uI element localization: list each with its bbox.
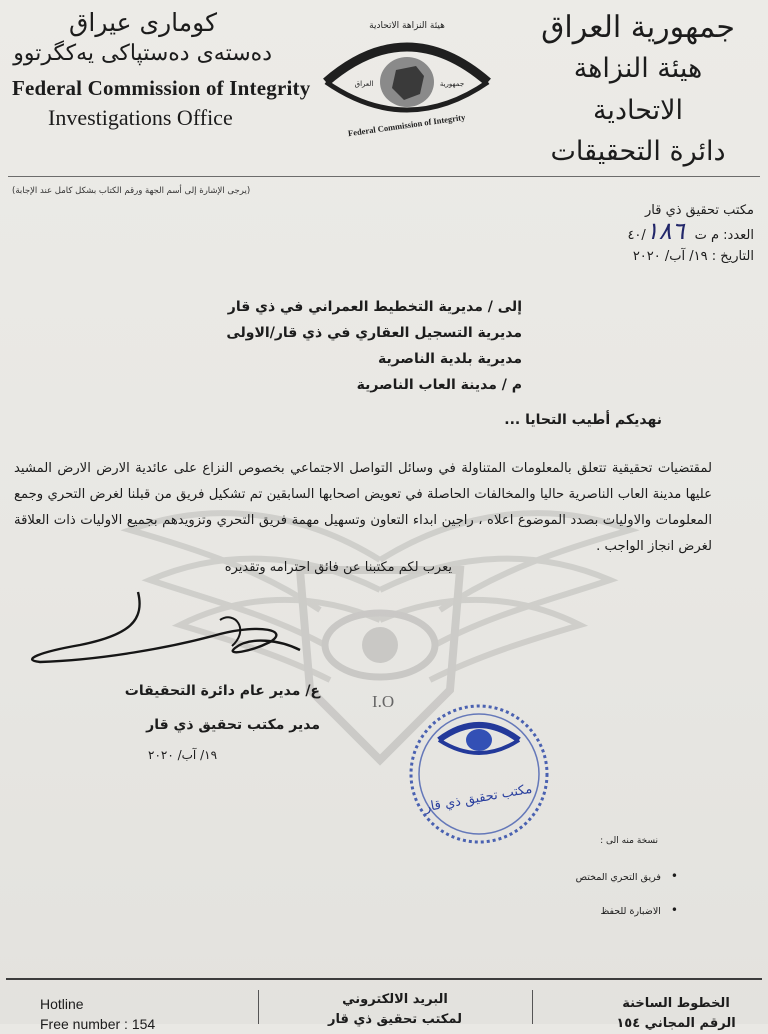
header-right	[528, 8, 748, 172]
footer-email	[300, 990, 490, 1030]
signatory-title: ع/ مدير عام دائرة التحقيقات	[124, 683, 320, 699]
closing-line: يعرب لكم مكتبنا عن فائق احترامه وتقديره	[224, 560, 452, 575]
hotlines-label-ar: الخطوط الساخنة	[622, 996, 730, 1011]
header-left	[12, 6, 312, 131]
hotline-number: Free number : 154	[40, 1016, 156, 1032]
arabic-commission: هيئة النزاهة الاتحادية	[573, 53, 703, 126]
header-divider	[8, 176, 760, 177]
copies-title: نسخة منه الى :	[600, 836, 658, 846]
hotline-label: Hotline	[40, 996, 84, 1012]
logo-iraq-text: العراق	[354, 80, 374, 88]
reference-note: (يرجى الإشارة إلى أسم الجهة ورقم الكتاب بشكل كامل عند الإجابة)	[12, 186, 251, 196]
english-subtitle: Investigations Office	[48, 105, 233, 130]
logo-top-text: هيئة النزاهة الاتحادية	[369, 21, 445, 31]
footer-hotline	[40, 994, 155, 1034]
footer-separator	[532, 990, 533, 1024]
number-handwritten: ١٨٦	[645, 217, 685, 245]
letter-date: التاريخ : ١٩/ آب/ ٢٠٢٠	[632, 249, 754, 264]
arabic-department: دائرة التحقيقات	[550, 136, 726, 167]
free-number-ar: الرقم المجاني ١٥٤	[616, 1016, 736, 1031]
footer-hotlines-ar	[596, 994, 756, 1034]
footer-divider	[6, 978, 762, 980]
addressee-line: مديرية التسجيل العقاري في ذي قار/الاولى	[226, 325, 522, 341]
kurdish-subtitle: دەستەی دەستپاکی یەکگرتوو	[13, 41, 272, 66]
signatory-office: مدير مكتب تحقيق ذي قار	[146, 717, 320, 733]
letter-meta	[627, 200, 754, 267]
english-title: Federal Commission of Integrity	[12, 76, 311, 100]
email-label: البريد الالكتروني	[342, 992, 448, 1007]
signatory	[60, 674, 320, 742]
copy-recipient: • فريق التحري المختص	[576, 869, 678, 883]
number-label: العدد: م ت ٤٠/	[627, 228, 754, 243]
addressee-line: م / مدينة العاب الناصرية	[356, 377, 522, 393]
addressee-list	[226, 294, 522, 398]
kurdish-title: کوماری عیراق	[68, 8, 217, 37]
logo-republic-text: جمهورية	[439, 80, 465, 88]
email-office: لمكتب تحقيق ذي قار	[328, 1012, 462, 1027]
addressee-line: مديرية بلدية الناصرية	[377, 351, 522, 367]
handwritten-signature	[20, 590, 340, 680]
watermark-label: I.O	[372, 692, 395, 711]
office-name: مكتب تحقيق ذي قار	[645, 203, 754, 218]
addressee-line: إلى / مديرية التخطيط العمراني في ذي قار	[227, 299, 522, 315]
signature-date: ١٩/ آب/ ٢٠٢٠	[148, 748, 218, 762]
footer-separator	[258, 990, 259, 1024]
copy-recipient: • الاضبارة للحفظ	[600, 903, 678, 917]
greeting: نهديكم أطيب التحايا ...	[504, 412, 662, 428]
commission-logo	[322, 16, 492, 146]
letter-body: لمقتضيات تحقيقية تتعلق بالمعلومات المتناولة في وسائل التواصل الاجتماعي بخصوص النزاع على عائدية الارض الارض المشيد عليها مدينة العاب الناصرية حاليا والمخالفات الحاصلة في تعويض اصحابها السابقين تم تشكيل فريق من قبلنا لغرض التحري وجمع المعلومات والاوليات بصدد الموضوع اعلاه ، راجين ابداء التعاون وتسهيل مهمة فريق التحري وتزويدهم بجميع الاوليات ذات العلاقة لغرض انجاز الواجب .	[14, 461, 712, 554]
office-stamp	[404, 700, 554, 848]
logo-arc-text: Federal Commission of Integrity	[347, 111, 466, 139]
arabic-republic: جمهورية العراق	[541, 10, 735, 45]
letter-number	[627, 217, 754, 246]
stamp-text: مكتب تحقيق ذي قار	[423, 781, 534, 816]
